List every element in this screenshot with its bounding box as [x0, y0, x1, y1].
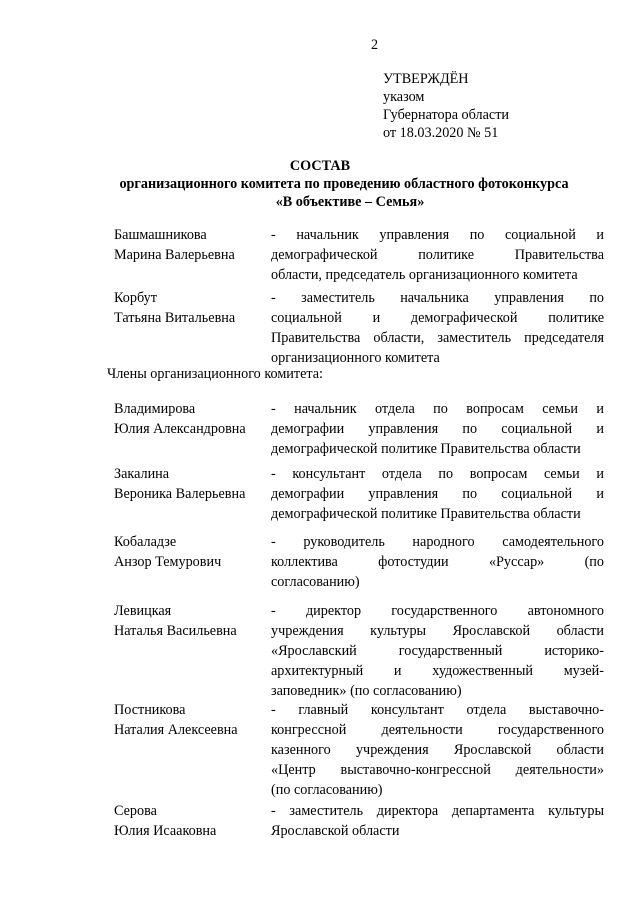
- position-description-line: согласованию): [271, 574, 360, 590]
- person-name-line: Юлия Исааковна: [114, 823, 217, 839]
- position-description-line: демографии управления по социальной и: [271, 486, 604, 502]
- position-description-line: «Центр выставочно-конгрессной деятельности»: [271, 762, 604, 778]
- position-description: [271, 290, 604, 370]
- person-name-line: Анзор Темурович: [114, 554, 222, 570]
- approval-line: Губернатора области: [383, 107, 509, 123]
- person-name-line: Наталия Алексеевна: [114, 722, 238, 738]
- person-name-line: Постникова: [114, 702, 186, 718]
- person-name: [114, 534, 264, 574]
- position-description-line: коллектива фотостудии «Руссар» (по: [271, 554, 604, 570]
- position-description-line: - начальник управления по социальной и: [271, 227, 604, 243]
- position-description: [271, 603, 604, 703]
- document-title: [0, 158, 640, 212]
- person-name-line: Марина Валерьевна: [114, 247, 235, 263]
- person-name-line: Серова: [114, 803, 157, 819]
- person-name-line: Наталья Васильевна: [114, 623, 237, 639]
- position-description-line: демографии управления по социальной и: [271, 421, 604, 437]
- person-name-line: Юлия Александровна: [114, 421, 246, 437]
- person-name-line: Башмашникова: [114, 227, 207, 243]
- position-description-line: - руководитель народного самодеятельного: [271, 534, 604, 550]
- members-heading: Члены организационного комитета:: [107, 366, 323, 382]
- person-name-line: Вероника Валерьевна: [114, 486, 246, 502]
- position-description-line: учреждения культуры Ярославской области: [271, 623, 604, 639]
- person-name: [114, 227, 264, 267]
- position-description-line: Правительства области, заместитель председателя: [271, 330, 604, 346]
- position-description: [271, 401, 604, 461]
- approval-line: указом: [383, 89, 425, 105]
- person-name-line: Кобаладзе: [114, 534, 177, 550]
- position-description-line: - главный консультант отдела выставочно-: [271, 702, 604, 718]
- position-description-line: организационного комитета: [271, 350, 440, 366]
- approval-line: УТВЕРЖДЁН: [383, 71, 469, 87]
- position-description-line: (по согласованию): [271, 782, 383, 798]
- person-name-line: Левицкая: [114, 603, 172, 619]
- position-description-line: демографической политике Правительства: [271, 247, 604, 263]
- position-description-line: области, председатель организационного комитета: [271, 267, 578, 283]
- position-description-line: «Ярославский государственный историко-: [271, 643, 604, 659]
- title-line-1: СОСТАВ: [289, 158, 351, 174]
- title-line-3: «В объективе – Семья»: [275, 194, 425, 210]
- position-description-line: архитектурный и художественный музей-: [271, 663, 604, 679]
- position-description-line: - консультант отдела по вопросам семьи и: [271, 466, 604, 482]
- title-line-2: организационного комитета по проведению областного фотоконкурса: [119, 176, 569, 192]
- person-name: [114, 466, 264, 506]
- position-description: [271, 534, 604, 594]
- person-name: [114, 603, 264, 643]
- position-description-line: - директор государственного автономного: [271, 603, 604, 619]
- person-name-line: Татьяна Витальевна: [114, 310, 236, 326]
- position-description: [271, 803, 604, 843]
- position-description-line: - заместитель начальника управления по: [271, 290, 604, 306]
- position-description: [271, 702, 604, 802]
- position-description-line: социальной и демографической политике: [271, 310, 604, 326]
- position-description-line: демографической политике Правительства области: [271, 441, 581, 457]
- person-name-line: Корбут: [114, 290, 157, 306]
- position-description-line: казенного учреждения Ярославской области: [271, 742, 604, 758]
- page-number: 2: [371, 37, 379, 53]
- person-name-line: Владимирова: [114, 401, 196, 417]
- position-description-line: демографической политике Правительства области: [271, 506, 581, 522]
- person-name: [114, 290, 264, 330]
- position-description: [271, 227, 604, 287]
- person-name: [114, 803, 264, 843]
- position-description-line: - начальник отдела по вопросам семьи и: [271, 401, 604, 417]
- person-name: [114, 702, 264, 742]
- person-name: [114, 401, 264, 441]
- position-description-line: Ярославской области: [271, 823, 400, 839]
- approval-stamp: [383, 71, 509, 143]
- person-name-line: Закалина: [114, 466, 170, 482]
- position-description-line: - заместитель директора департамента культуры: [271, 803, 604, 819]
- position-description-line: конгрессной деятельности государственного: [271, 722, 604, 738]
- position-description-line: заповедник» (по согласованию): [271, 683, 462, 699]
- approval-line: от 18.03.2020 № 51: [383, 125, 499, 141]
- position-description: [271, 466, 604, 526]
